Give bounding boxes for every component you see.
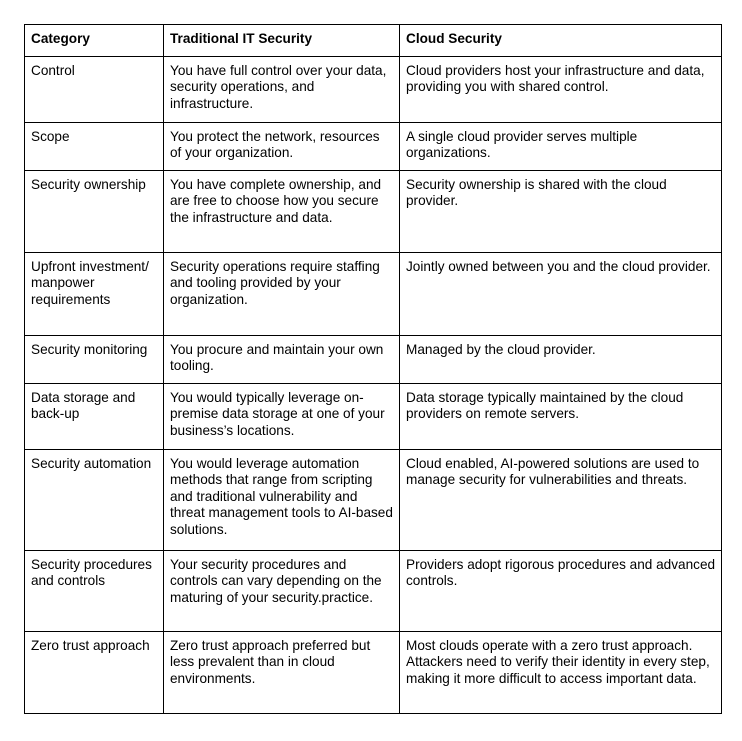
cloud-cell: Security ownership is shared with the cloud provider.: [400, 171, 722, 253]
header-category: Category: [25, 25, 164, 57]
cloud-cell: A single cloud provider serves multiple organizations.: [400, 123, 722, 171]
traditional-cell: You would leverage automation methods that range from scripting and traditional vulnerability and threat management tools to AI-based solutions.: [164, 450, 400, 551]
table-body: [25, 57, 722, 714]
table-row-upfront-investment: [25, 253, 722, 336]
traditional-cell: Zero trust approach preferred but less prevalent than in cloud environments.: [164, 632, 400, 714]
cloud-cell: Data storage typically maintained by the cloud providers on remote servers.: [400, 384, 722, 450]
category-cell: Security procedures and controls: [25, 551, 164, 632]
cloud-cell: Most clouds operate with a zero trust approach. Attackers need to verify their identity in every step, making it more difficult to access important data.: [400, 632, 722, 714]
table-row-control: [25, 57, 722, 123]
table-header: [25, 25, 722, 57]
cloud-cell: Managed by the cloud provider.: [400, 336, 722, 384]
table-row-zero-trust: [25, 632, 722, 714]
cloud-cell: Jointly owned between you and the cloud provider.: [400, 253, 722, 336]
traditional-cell: You have full control over your data, security operations, and infrastructure.: [164, 57, 400, 123]
header-row: [25, 25, 722, 57]
category-cell: Upfront investment/ manpower requirements: [25, 253, 164, 336]
traditional-cell: You would typically leverage on-premise data storage at one of your business’s locations.: [164, 384, 400, 450]
table-row-data-storage: [25, 384, 722, 450]
table-row-scope: [25, 123, 722, 171]
table-row-security-monitoring: [25, 336, 722, 384]
category-cell: Security ownership: [25, 171, 164, 253]
cloud-cell: Providers adopt rigorous procedures and advanced controls.: [400, 551, 722, 632]
cloud-cell: Cloud providers host your infrastructure and data, providing you with shared control.: [400, 57, 722, 123]
category-cell: Control: [25, 57, 164, 123]
cloud-cell: Cloud enabled, AI-powered solutions are used to manage security for vulnerabilities and threats.: [400, 450, 722, 551]
category-cell: Security automation: [25, 450, 164, 551]
category-cell: Data storage and back-up: [25, 384, 164, 450]
traditional-cell: Security operations require staffing and tooling provided by your organization.: [164, 253, 400, 336]
header-traditional-it-security: Traditional IT Security: [164, 25, 400, 57]
table-row-security-ownership: [25, 171, 722, 253]
traditional-cell: Your security procedures and controls can vary depending on the maturing of your security.practice.: [164, 551, 400, 632]
traditional-cell: You protect the network, resources of your organization.: [164, 123, 400, 171]
table-row-security-procedures: [25, 551, 722, 632]
category-cell: Scope: [25, 123, 164, 171]
category-cell: Security monitoring: [25, 336, 164, 384]
category-cell: Zero trust approach: [25, 632, 164, 714]
table-row-security-automation: [25, 450, 722, 551]
comparison-table: [24, 24, 722, 714]
traditional-cell: You procure and maintain your own tooling.: [164, 336, 400, 384]
traditional-cell: You have complete ownership, and are free to choose how you secure the infrastructure and data.: [164, 171, 400, 253]
header-cloud-security: Cloud Security: [400, 25, 722, 57]
